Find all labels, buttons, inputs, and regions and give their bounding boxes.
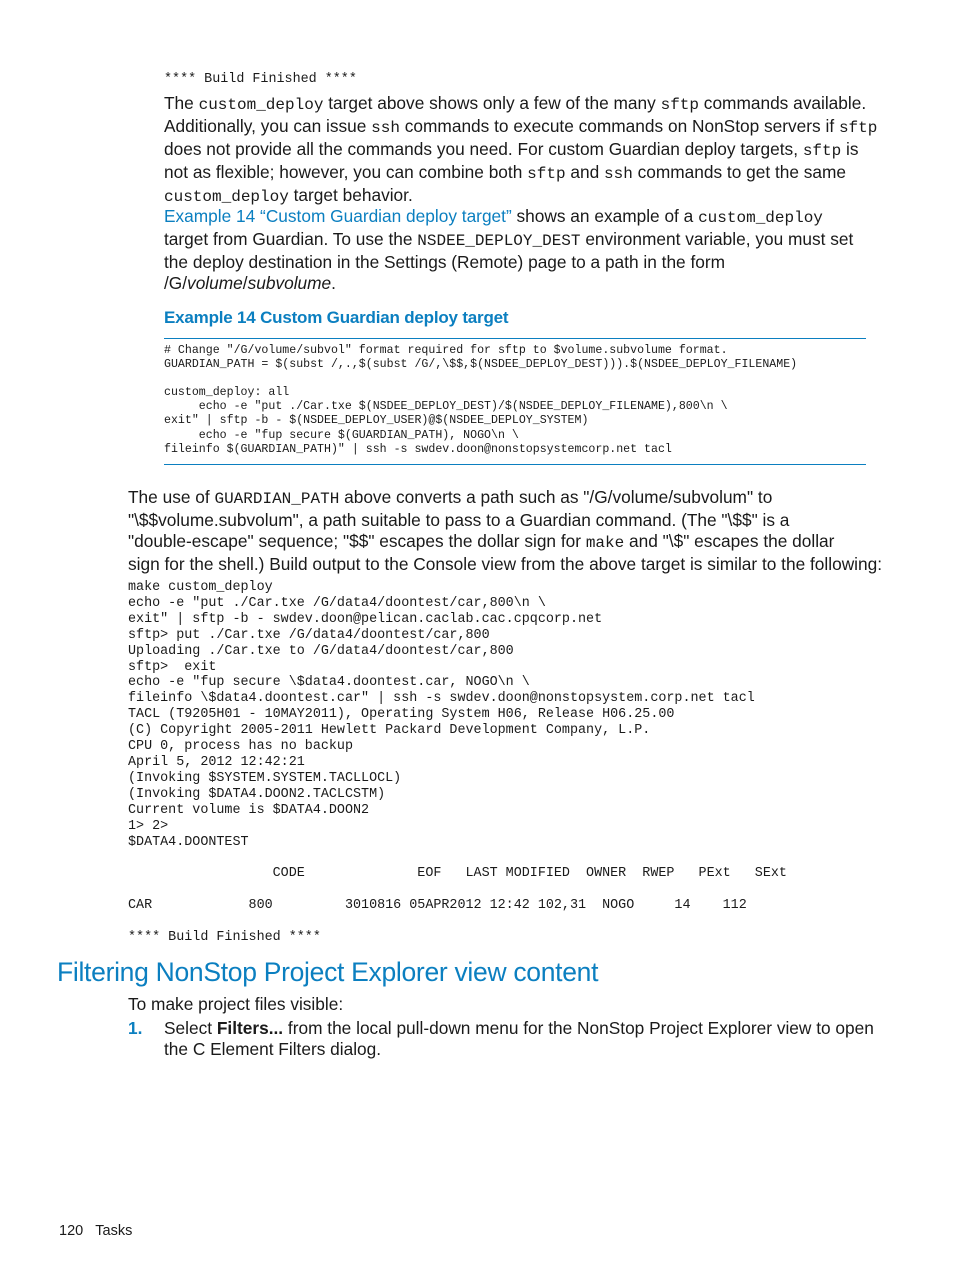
paragraph-guardian-example: Example 14 “Custom Guardian deploy target” shows an example of a custom_deploy target from Guardian. To use the NSDEE_DEPLOY_DEST environment variable, you must set the deploy destination in the Settings (Remote) page to a path in the form /G/volume/subvolume. xyxy=(164,206,854,293)
footer-section: Tasks xyxy=(95,1223,133,1239)
output-line: echo -e "fup secure \$data4.doontest.car, NOGO\n \ xyxy=(128,675,530,691)
filters-menu-item: Filters... xyxy=(216,1018,284,1038)
code-line: # Change "/G/volume/subvol" format required for sftp to $volume.subvolume format. xyxy=(164,344,728,357)
output-line: CPU 0, process has no backup xyxy=(128,739,353,755)
code-line: fileinfo $(GUARDIAN_PATH)" | ssh -s swdev.doon@nonstopsystemcorp.net tacl xyxy=(164,442,672,456)
build-finished-line: **** Build Finished **** xyxy=(164,72,357,87)
paragraph-guardian-path: The use of GUARDIAN_PATH above converts a path such as "/G/volume/subvolum" to "\$$volume.subvolum", a path suitable to pass to a Guardian command. (The "\$$" is a "double-escape" sequence; "$$" escapes the dollar sign for make and "\$" escapes the dollar sign for the shell.) Build output to the Console view from the above target is similar to the following: xyxy=(128,487,883,574)
output-line: (Invoking $SYSTEM.SYSTEM.TACLLOCL) xyxy=(128,770,402,786)
output-line xyxy=(128,914,787,930)
step-number: 1. xyxy=(128,1018,143,1038)
output-line: (Invoking $DATA4.DOON2.TACLCSTM) xyxy=(128,786,386,802)
example-title: Example 14 Custom Guardian deploy target xyxy=(164,308,509,327)
page-number: 120 xyxy=(59,1223,84,1239)
example-code-block xyxy=(164,344,797,457)
output-line: **** Build Finished **** xyxy=(128,929,321,945)
step-1-text: Select Filters... from the local pull-down menu for the NonStop Project Explorer view to open the C Element Filters dialog. xyxy=(164,1018,874,1059)
output-line: Current volume is $DATA4.DOON2 xyxy=(128,802,370,818)
output-line: CAR 800 3010816 05APR2012 12:42 102,31 NOGO 14 112 xyxy=(128,898,747,914)
output-line: CODE EOF LAST MODIFIED OWNER RWEP PExt SExt xyxy=(128,866,787,882)
page-footer xyxy=(59,1223,132,1239)
paragraph-custom-deploy: The custom_deploy target above shows only a few of the many sftp commands available. Additionally, you can issue ssh commands to execute commands on NonStop servers if sftp does not provide all the commands you need. For custom Guardian deploy targets, sftp is not as flexible; however, you can combine both sftp and ssh commands to get the same custom_deploy target behavior. xyxy=(164,93,878,206)
intro-text: To make project files visible: xyxy=(128,994,344,1014)
output-line: sftp> put ./Car.txe /G/data4/doontest/car,800 xyxy=(128,627,490,643)
output-line: sftp> exit xyxy=(128,659,217,675)
code-line: GUARDIAN_PATH = $(subst /,.,$(subst /G/,\$$,$(NSDEE_DEPLOY_DEST))).$(NSDEE_DEPLOY_FILENAME) xyxy=(164,358,798,372)
code-line: echo -e "fup secure $(GUARDIAN_PATH), NOGO\n \ xyxy=(164,428,519,442)
section-heading: Filtering NonStop Project Explorer view content xyxy=(57,957,599,987)
output-line: fileinfo \$data4.doontest.car" | ssh -s swdev.doon@nonstopsystem.corp.net tacl xyxy=(128,691,755,707)
output-line: April 5, 2012 12:42:21 xyxy=(128,754,305,770)
example-bottom-rule xyxy=(164,464,866,465)
code-line xyxy=(164,372,797,386)
output-line: TACL (T9205H01 - 10MAY2011), Operating System H06, Release H06.25.00 xyxy=(128,707,675,723)
output-line: exit" | sftp -b - swdev.doon@pelican.caclab.cac.cpqcorp.net xyxy=(128,611,603,627)
output-line: make custom_deploy xyxy=(128,580,273,595)
code-line: exit" | sftp -b - $(NSDEE_DEPLOY_USER)@$(NSDEE_DEPLOY_SYSTEM) xyxy=(164,414,589,428)
output-line: (C) Copyright 2005-2011 Hewlett Packard Development Company, L.P. xyxy=(128,723,651,739)
output-line: echo -e "put ./Car.txe /G/data4/doontest/car,800\n \ xyxy=(128,595,546,611)
output-line: Uploading ./Car.txe to /G/data4/doontest/car,800 xyxy=(128,643,514,659)
output-line xyxy=(128,882,787,898)
code-line: echo -e "put ./Car.txe $(NSDEE_DEPLOY_DEST)/$(NSDEE_DEPLOY_FILENAME),800\n \ xyxy=(164,400,728,414)
console-output-block xyxy=(128,580,787,946)
example-top-rule xyxy=(164,338,866,339)
output-line: 1> 2> xyxy=(128,818,169,834)
output-line xyxy=(128,850,787,866)
output-line: $DATA4.DOONTEST xyxy=(128,834,249,850)
code-line: custom_deploy: all xyxy=(164,386,290,400)
example-14-link[interactable]: Example 14 “Custom Guardian deploy target” xyxy=(164,206,512,226)
